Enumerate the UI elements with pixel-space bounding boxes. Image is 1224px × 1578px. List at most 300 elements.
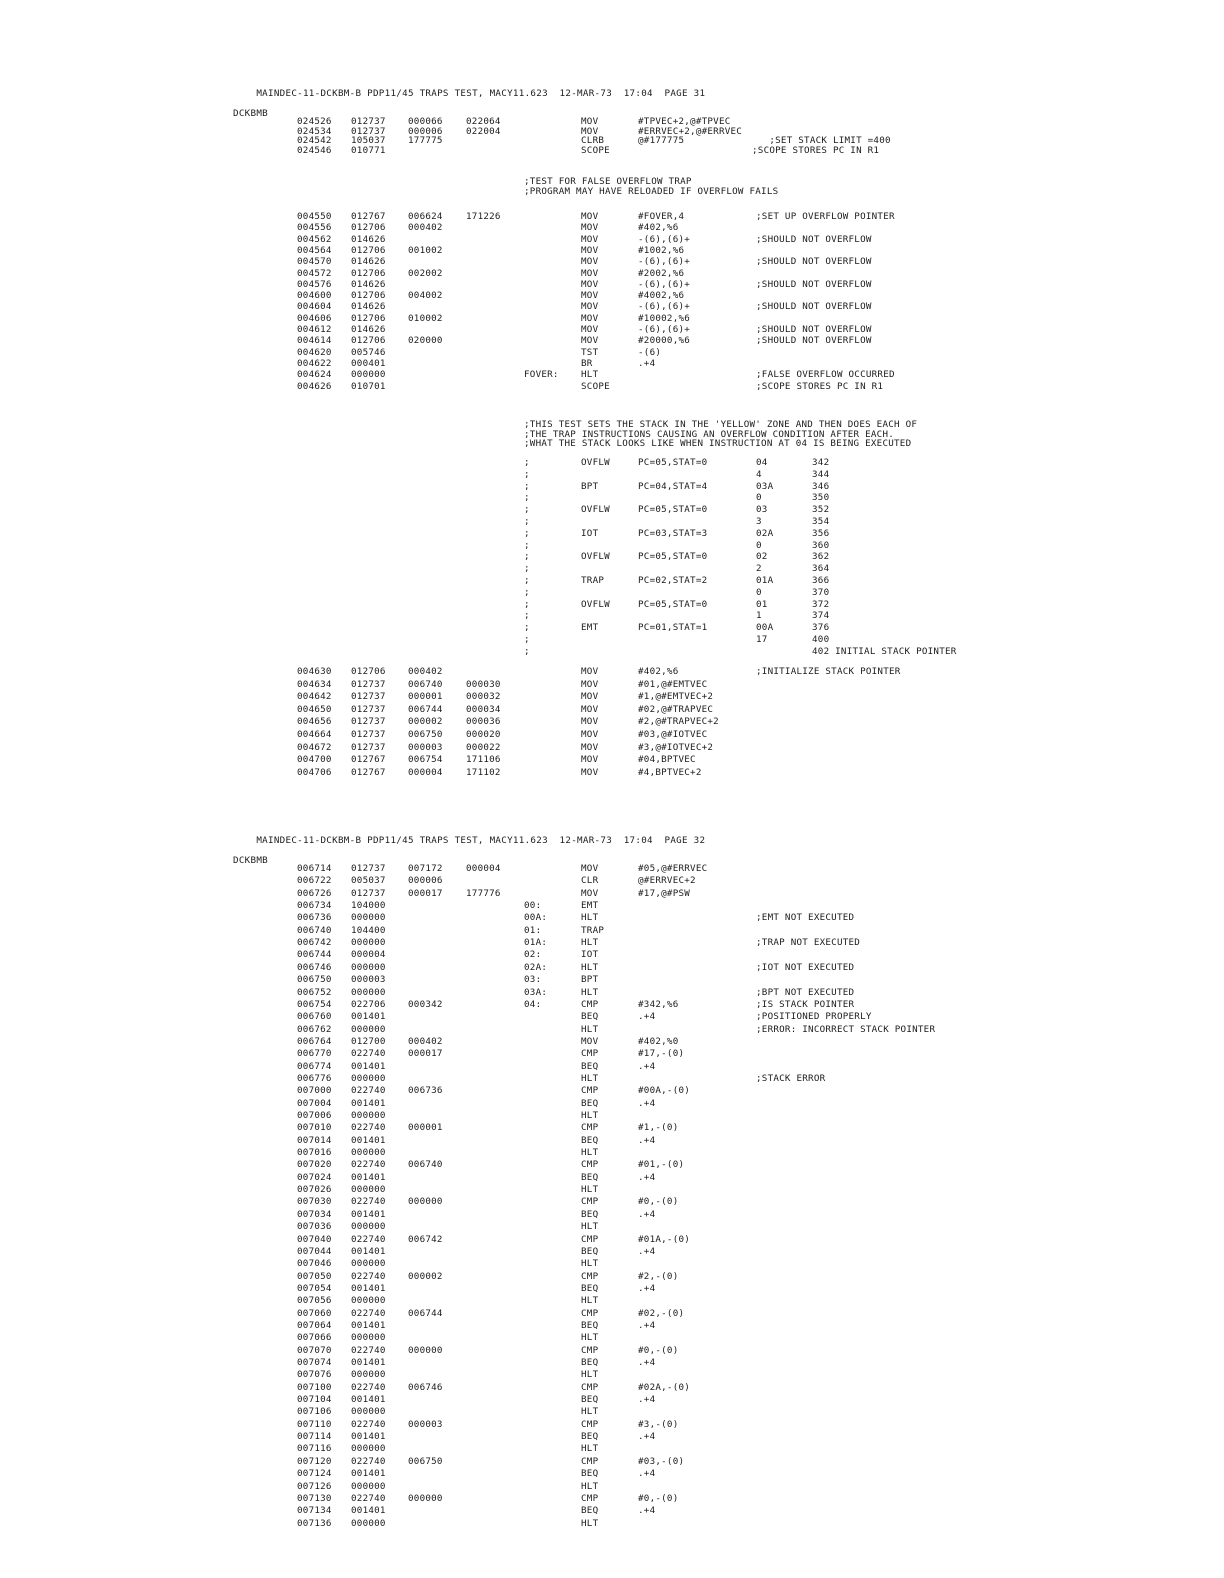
word-1: 000000	[351, 1369, 386, 1381]
word-2: 006744	[408, 703, 443, 715]
opcode: CMP	[581, 1196, 599, 1208]
opcode: TRAP	[581, 924, 605, 936]
comment-line: ;THIS TEST SETS THE STACK IN THE 'YELLOW' ZONE AND THEN DOES EACH OF	[524, 419, 918, 430]
word-2: 000000	[408, 1344, 443, 1356]
stack-location: 370	[812, 586, 830, 598]
operand: -(6)	[638, 346, 662, 358]
address: 006726	[297, 887, 332, 899]
opcode: MOV	[581, 290, 599, 302]
opcode: BEQ	[581, 1134, 599, 1146]
word-3: 000032	[466, 691, 501, 703]
stack-op: OVFLW	[581, 504, 610, 516]
operand: #03,@#IOTVEC	[638, 729, 708, 740]
stack-location: 342	[812, 457, 830, 468]
comment: ;SHOULD NOT OVERFLOW	[756, 301, 872, 313]
word-1: 012737	[351, 678, 386, 690]
opcode: IOT	[581, 949, 599, 961]
word-1: 000000	[351, 1332, 386, 1344]
word-3: 000022	[466, 741, 501, 753]
word-2: 000002	[408, 716, 443, 728]
opcode: MOV	[581, 716, 599, 728]
word-1: 000003	[351, 974, 386, 986]
comment: ;SCOPE STORES PC IN R1	[752, 144, 880, 156]
comment: ;EMT NOT EXECUTED	[756, 912, 855, 924]
word-2: 000017	[408, 1048, 443, 1060]
operand: .+4	[638, 1097, 656, 1109]
comment: ;SHOULD NOT OVERFLOW	[756, 278, 872, 290]
word-2: 000402	[408, 666, 443, 677]
stack-location: 350	[812, 492, 830, 504]
address: 007064	[297, 1319, 332, 1331]
word-1: 000000	[351, 1443, 386, 1455]
opcode: HLT	[581, 961, 599, 973]
address: 007100	[297, 1381, 332, 1393]
word-1: 001401	[351, 1431, 386, 1443]
word-1: 001401	[351, 1319, 386, 1331]
word-1: 022740	[351, 1381, 386, 1393]
word-1: 005037	[351, 875, 386, 887]
stack-frame: PC=05,STAT=0	[638, 457, 708, 468]
stack-location: 352	[812, 504, 830, 516]
opcode: HLT	[581, 1072, 599, 1084]
address: 006714	[297, 863, 332, 874]
opcode: HLT	[581, 369, 599, 381]
word-2: 007172	[408, 863, 443, 874]
word-1: 022740	[351, 1492, 386, 1504]
comment: ;SET STACK LIMIT =400	[752, 135, 891, 147]
operand: .+4	[638, 1394, 656, 1406]
stack-location: 354	[812, 516, 830, 527]
address: 007106	[297, 1406, 332, 1418]
opcode: HLT	[581, 1295, 599, 1307]
address: 007136	[297, 1517, 332, 1529]
opcode: MOV	[581, 312, 599, 324]
word-2: 006736	[408, 1085, 443, 1097]
word-2: 000017	[408, 887, 443, 899]
word-2: 006742	[408, 1233, 443, 1245]
address: 007056	[297, 1295, 332, 1307]
operand: .+4	[638, 1357, 656, 1368]
opcode: CLRB	[581, 135, 605, 147]
opcode: BEQ	[581, 1282, 599, 1294]
opcode: MOV	[581, 324, 599, 335]
operand: #3,-(0)	[638, 1418, 679, 1430]
address: 004572	[297, 267, 332, 279]
opcode: BEQ	[581, 1431, 599, 1443]
operand: -(6),(6)+	[638, 278, 691, 290]
comment: ;ERROR: INCORRECT STACK POINTER	[756, 1023, 936, 1035]
word-2: 000001	[408, 691, 443, 703]
address: 007070	[297, 1344, 332, 1356]
operand: #02,@#TRAPVEC	[638, 703, 714, 715]
operand: .+4	[638, 1011, 656, 1023]
stack-location: 402 INITIAL STACK POINTER	[812, 645, 957, 657]
operand: #4,BPTVEC+2	[638, 766, 702, 778]
word-1: 012706	[351, 666, 386, 677]
address: 007010	[297, 1122, 332, 1134]
stack-value: 0	[756, 539, 762, 551]
opcode: HLT	[581, 937, 599, 949]
word-1: 001401	[351, 1097, 386, 1109]
address: 006722	[297, 875, 332, 887]
address: 004614	[297, 335, 332, 347]
word-1: 012706	[351, 222, 386, 234]
address: 007120	[297, 1455, 332, 1467]
comment-rail: ;	[524, 527, 530, 539]
word-1: 014626	[351, 233, 386, 245]
operand: #2,@#TRAPVEC+2	[638, 716, 719, 728]
operand: .+4	[638, 357, 656, 369]
address: 007134	[297, 1505, 332, 1517]
opcode: MOV	[581, 729, 599, 740]
operand: #1002,%6	[638, 244, 685, 256]
comment-rail: ;	[524, 551, 530, 563]
opcode: MOV	[581, 116, 599, 127]
address: 007076	[297, 1369, 332, 1381]
opcode: MOV	[581, 678, 599, 690]
word-1: 001401	[351, 1245, 386, 1257]
operand: #10002,%6	[638, 312, 691, 324]
opcode: MOV	[581, 267, 599, 279]
address: 007024	[297, 1171, 332, 1183]
comment: ;BPT NOT EXECUTED	[756, 986, 855, 998]
stack-frame: PC=02,STAT=2	[638, 575, 708, 586]
opcode: CMP	[581, 1270, 599, 1282]
word-2: 177775	[408, 135, 443, 147]
word-3: 022064	[466, 116, 501, 127]
opcode: BEQ	[581, 1505, 599, 1517]
address: 006774	[297, 1060, 332, 1072]
word-2: 000003	[408, 1418, 443, 1430]
address: 004576	[297, 278, 332, 290]
address: 006740	[297, 924, 332, 936]
opcode: CMP	[581, 998, 599, 1010]
word-2: 000006	[408, 125, 443, 137]
word-1: 012706	[351, 290, 386, 302]
label: 01:	[524, 924, 542, 936]
address: 007114	[297, 1431, 332, 1443]
stack-value: 02	[756, 551, 768, 563]
opcode: BEQ	[581, 1060, 599, 1072]
opcode: MOV	[581, 211, 599, 222]
address: 006736	[297, 912, 332, 924]
word-1: 000000	[351, 937, 386, 949]
stack-location: 362	[812, 551, 830, 563]
comment-rail: ;	[524, 504, 530, 516]
address: 007066	[297, 1332, 332, 1344]
address: 004606	[297, 312, 332, 324]
opcode: CMP	[581, 1492, 599, 1504]
opcode: HLT	[581, 986, 599, 998]
word-2: 000402	[408, 222, 443, 234]
opcode: HLT	[581, 1369, 599, 1381]
opcode: CMP	[581, 1307, 599, 1319]
word-2: 000004	[408, 766, 443, 778]
address: 004700	[297, 754, 332, 766]
word-1: 001401	[351, 1134, 386, 1146]
address: 007036	[297, 1221, 332, 1233]
operand: #TPVEC+2,@#TPVEC	[638, 116, 731, 127]
opcode: BEQ	[581, 1357, 599, 1368]
stack-op: OVFLW	[581, 598, 610, 610]
address: 007016	[297, 1147, 332, 1159]
word-1: 000004	[351, 949, 386, 961]
operand: #1,@#EMTVEC+2	[638, 691, 714, 703]
comment-line: ;TEST FOR FALSE OVERFLOW TRAP	[524, 176, 692, 187]
opcode: HLT	[581, 1184, 599, 1196]
operand: #02,-(0)	[638, 1307, 685, 1319]
word-1: 022706	[351, 998, 386, 1010]
word-3: 000036	[466, 716, 501, 728]
word-3: 000030	[466, 678, 501, 690]
address: 004604	[297, 301, 332, 313]
word-2: 006746	[408, 1381, 443, 1393]
comment-rail: ;	[524, 457, 530, 468]
opcode: MOV	[581, 125, 599, 137]
opcode: CMP	[581, 1048, 599, 1060]
opcode: MOV	[581, 741, 599, 753]
address: 004600	[297, 290, 332, 302]
address: 006750	[297, 974, 332, 986]
address: 007054	[297, 1282, 332, 1294]
opcode: CMP	[581, 1159, 599, 1171]
word-2: 000000	[408, 1196, 443, 1208]
word-1: 001401	[351, 1011, 386, 1023]
word-1: 000000	[351, 912, 386, 924]
address: 004624	[297, 369, 332, 381]
word-1: 000000	[351, 1295, 386, 1307]
word-1: 012767	[351, 754, 386, 766]
comment-rail: ;	[524, 598, 530, 610]
opcode: HLT	[581, 1443, 599, 1455]
stack-frame: PC=05,STAT=0	[638, 504, 708, 516]
address: 007110	[297, 1418, 332, 1430]
word-1: 000000	[351, 986, 386, 998]
word-2: 000001	[408, 1122, 443, 1134]
comment-rail: ;	[524, 575, 530, 586]
address: 007000	[297, 1085, 332, 1097]
opcode: MOV	[581, 766, 599, 778]
operand: .+4	[638, 1060, 656, 1072]
word-1: 001401	[351, 1505, 386, 1517]
label: 02A:	[524, 961, 548, 973]
address: 004626	[297, 380, 332, 392]
opcode: SCOPE	[581, 144, 610, 156]
stack-frame: PC=05,STAT=0	[638, 551, 708, 563]
opcode: HLT	[581, 912, 599, 924]
opcode: BEQ	[581, 1468, 599, 1480]
comment: ;SHOULD NOT OVERFLOW	[756, 256, 872, 268]
operand: #402,%6	[638, 222, 679, 234]
stack-value: 02A	[756, 527, 774, 539]
address: 004570	[297, 256, 332, 268]
operand: #0,-(0)	[638, 1492, 679, 1504]
word-1: 012767	[351, 766, 386, 778]
operand: -(6),(6)+	[638, 256, 691, 268]
stack-location: 376	[812, 622, 830, 634]
opcode: MOV	[581, 244, 599, 256]
address: 004656	[297, 716, 332, 728]
operand: .+4	[638, 1468, 656, 1480]
comment: ;SHOULD NOT OVERFLOW	[756, 233, 872, 245]
word-1: 000000	[351, 369, 386, 381]
stack-location: 346	[812, 480, 830, 492]
operand: .+4	[638, 1319, 656, 1331]
opcode: HLT	[581, 1110, 599, 1121]
word-1: 012737	[351, 703, 386, 715]
word-1: 000000	[351, 1406, 386, 1418]
stack-location: 372	[812, 598, 830, 610]
opcode: SCOPE	[581, 380, 610, 392]
stack-value: 04	[756, 457, 768, 468]
word-1: 022740	[351, 1307, 386, 1319]
word-3: 171102	[466, 766, 501, 778]
address: 004706	[297, 766, 332, 778]
word-1: 014626	[351, 256, 386, 268]
address: 004664	[297, 729, 332, 740]
word-2: 006754	[408, 754, 443, 766]
opcode: MOV	[581, 1035, 599, 1047]
operand: .+4	[638, 1134, 656, 1146]
comment: ;SHOULD NOT OVERFLOW	[756, 324, 872, 335]
opcode: CMP	[581, 1381, 599, 1393]
operand: #0,-(0)	[638, 1344, 679, 1356]
stack-location: 360	[812, 539, 830, 551]
comment: ;IOT NOT EXECUTED	[756, 961, 855, 973]
opcode: BEQ	[581, 1245, 599, 1257]
comment-rail: ;	[524, 563, 530, 575]
opcode: BEQ	[581, 1011, 599, 1023]
word-3: 171106	[466, 754, 501, 766]
opcode: HLT	[581, 1480, 599, 1492]
opcode: MOV	[581, 754, 599, 766]
address: 007004	[297, 1097, 332, 1109]
address: 007060	[297, 1307, 332, 1319]
stack-value: 1	[756, 610, 762, 622]
comment: ;SHOULD NOT OVERFLOW	[756, 335, 872, 347]
address: 004612	[297, 324, 332, 335]
address: 007020	[297, 1159, 332, 1171]
comment: ;IS STACK POINTER	[756, 998, 855, 1010]
word-1: 001401	[351, 1468, 386, 1480]
word-1: 000000	[351, 1147, 386, 1159]
address: 007074	[297, 1357, 332, 1368]
word-1: 000000	[351, 1258, 386, 1270]
opcode: HLT	[581, 1023, 599, 1035]
label: FOVER:	[524, 369, 559, 381]
stack-frame: PC=05,STAT=0	[638, 598, 708, 610]
operand: #1,-(0)	[638, 1122, 679, 1134]
page32-title: MAINDEC-11-DCKBM-B PDP11/45 TRAPS TEST, MACY11.623 12-MAR-73 17:04 PAGE 32	[256, 835, 706, 846]
stack-location: 400	[812, 634, 830, 645]
address: 004564	[297, 244, 332, 256]
opcode: BPT	[581, 974, 599, 986]
opcode: HLT	[581, 1517, 599, 1529]
operand: #FOVER,4	[638, 211, 685, 222]
word-2: 006740	[408, 678, 443, 690]
word-1: 001401	[351, 1060, 386, 1072]
address: 007104	[297, 1394, 332, 1406]
operand: .+4	[638, 1208, 656, 1220]
stack-location: 344	[812, 468, 830, 480]
word-1: 022740	[351, 1159, 386, 1171]
opcode: BEQ	[581, 1319, 599, 1331]
comment-rail: ;	[524, 634, 530, 645]
address: 024542	[297, 135, 332, 147]
opcode: BEQ	[581, 1208, 599, 1220]
page31-title: MAINDEC-11-DCKBM-B PDP11/45 TRAPS TEST, MACY11.623 12-MAR-73 17:04 PAGE 31	[256, 88, 706, 99]
label: 04:	[524, 998, 542, 1010]
opcode: BEQ	[581, 1394, 599, 1406]
page31-subtitle: DCKBMB	[233, 108, 268, 119]
comment-rail: ;	[524, 516, 530, 527]
stack-value: 17	[756, 634, 768, 645]
address: 006762	[297, 1023, 332, 1035]
address: 007014	[297, 1134, 332, 1146]
opcode: EMT	[581, 900, 599, 912]
word-1: 014626	[351, 301, 386, 313]
address: 006764	[297, 1035, 332, 1047]
word-1: 001401	[351, 1171, 386, 1183]
label: 03A:	[524, 986, 548, 998]
word-1: 001401	[351, 1208, 386, 1220]
word-1: 022740	[351, 1455, 386, 1467]
word-1: 000000	[351, 1072, 386, 1084]
word-2: 006750	[408, 1455, 443, 1467]
address: 006776	[297, 1072, 332, 1084]
word-3: 177776	[466, 887, 501, 899]
opcode: CMP	[581, 1233, 599, 1245]
address: 007034	[297, 1208, 332, 1220]
word-1: 012737	[351, 741, 386, 753]
address: 006760	[297, 1011, 332, 1023]
operand: .+4	[638, 1431, 656, 1443]
address: 007044	[297, 1245, 332, 1257]
address: 007130	[297, 1492, 332, 1504]
word-1: 010771	[351, 144, 386, 156]
address: 004550	[297, 211, 332, 222]
stack-op: BPT	[581, 480, 599, 492]
word-1: 022740	[351, 1344, 386, 1356]
word-2: 000006	[408, 875, 443, 887]
opcode: BEQ	[581, 1097, 599, 1109]
word-2: 000002	[408, 1270, 443, 1282]
operand: #02A,-(0)	[638, 1381, 691, 1393]
comment-rail: ;	[524, 468, 530, 480]
word-1: 000401	[351, 357, 386, 369]
word-2: 006750	[408, 729, 443, 740]
word-2: 000003	[408, 741, 443, 753]
stack-value: 0	[756, 492, 762, 504]
word-1: 000000	[351, 1221, 386, 1233]
operand: #00A,-(0)	[638, 1085, 691, 1097]
opcode: HLT	[581, 1258, 599, 1270]
word-1: 012737	[351, 716, 386, 728]
operand: #ERRVEC+2,@#ERRVEC	[638, 125, 743, 137]
opcode: MOV	[581, 278, 599, 290]
word-2: 006740	[408, 1159, 443, 1171]
operand: #402,%0	[638, 1035, 679, 1047]
word-3: 022004	[466, 125, 501, 137]
comment-rail: ;	[524, 480, 530, 492]
word-1: 012737	[351, 125, 386, 137]
opcode: CLR	[581, 875, 599, 887]
word-1: 012706	[351, 267, 386, 279]
word-1: 000000	[351, 1184, 386, 1196]
address: 004620	[297, 346, 332, 358]
comment-line: ;PROGRAM MAY HAVE RELOADED IF OVERFLOW FAILS	[524, 186, 779, 197]
address: 006742	[297, 937, 332, 949]
